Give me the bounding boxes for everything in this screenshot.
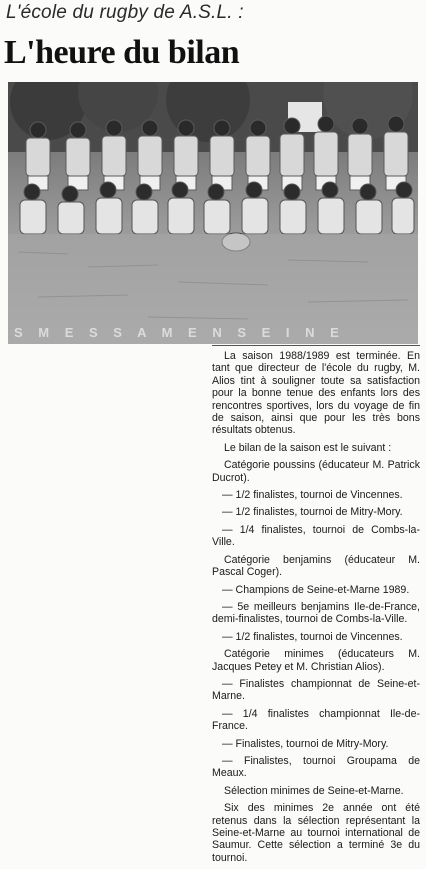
list-item-text: 1/2 finalistes, tournoi de Vincennes. <box>235 489 403 502</box>
list-item: — Champions de Seine-et-Marne 1989. <box>222 583 410 596</box>
selection-title: Sélection minimes de Seine-et-Marne. <box>224 784 404 797</box>
list-item: — 1/2 finalistes, tournoi de Vincennes. <box>222 489 403 502</box>
list-item: — Finalistes championnat de Seine-et-Marne. <box>212 677 420 703</box>
article-headline: L'heure du bilan <box>4 34 240 71</box>
list-item: — 1/2 finalistes, tournoi de Mitry-Mory. <box>222 506 403 519</box>
list-item-text: Champions de Seine-et-Marne 1989. <box>235 583 410 596</box>
list-item-text: 1/4 finalistes championnat Ile-de-France. <box>212 707 420 733</box>
list-item: — 1/4 finalistes championnat Ile-de-France. <box>212 707 420 733</box>
list-item-text: Finalistes, tournoi de Mitry-Mory. <box>235 737 389 750</box>
intro-paragraph: La saison 1988/1989 est terminée. En tant que directeur de l'école du rugby, M. Alios tint à souligner toute sa satisfaction pour la bonne tenue des enfants lors des rencontres sportives, lors du voyage de fin de saison, ainsi que pour les très bons résultats obtenus. <box>212 350 420 437</box>
list-item-text: 1/2 finalistes, tournoi de Vincennes. <box>235 630 403 643</box>
list-item-text: 1/4 finalistes, tournoi de Combs-la-Ville. <box>212 523 420 549</box>
article-kicker: L'école du rugby de A.S.L. : <box>6 2 244 23</box>
list-item-text: Finalistes championnat de Seine-et-Marne. <box>212 677 420 703</box>
list-item: — Finalistes, tournoi de Mitry-Mory. <box>222 737 389 750</box>
list-item-text: 1/2 finalistes, tournoi de Mitry-Mory. <box>235 506 403 519</box>
benjamins-title: Catégorie benjamins (éducateur M. Pascal Coger). <box>212 553 420 579</box>
list-item: — 1/4 finalistes, tournoi de Combs-la-Ville. <box>212 523 420 549</box>
list-item-text: 5e meilleurs benjamins Ile-de-France, demi-finalistes, tournoi de Combs-la-Ville. <box>212 600 420 626</box>
list-item: — 5e meilleurs benjamins Ile-de-France, demi-finalistes, tournoi de Combs-la-Ville. <box>212 600 420 626</box>
team-photo-illustration <box>8 82 418 344</box>
poussins-title: Catégorie poussins (éducateur M. Patrick Ducrot). <box>212 459 420 484</box>
selection-paragraph: Six des minimes 2e année ont été retenus dans la sélection représentant la Seine-et-Marne au tournoi international de Saumur. Cette sélection a terminé 3e du tournoi. <box>212 802 420 864</box>
list-item: — 1/2 finalistes, tournoi de Vincennes. <box>222 630 403 643</box>
list-item-text: Finalistes, tournoi Groupama de Meaux. <box>212 754 420 780</box>
bilan-intro: Le bilan de la saison est le suivant : <box>224 441 392 454</box>
photo-caption: S M E S S A M E N S E I N E <box>14 325 345 340</box>
column-rule <box>212 345 420 346</box>
minimes-title: Catégorie minimes (éducateurs M. Jacques Petey et M. Christian Alios). <box>212 648 420 673</box>
team-photo <box>8 82 418 344</box>
list-item: — Finalistes, tournoi Groupama de Meaux. <box>212 754 420 780</box>
article-body <box>212 345 420 869</box>
